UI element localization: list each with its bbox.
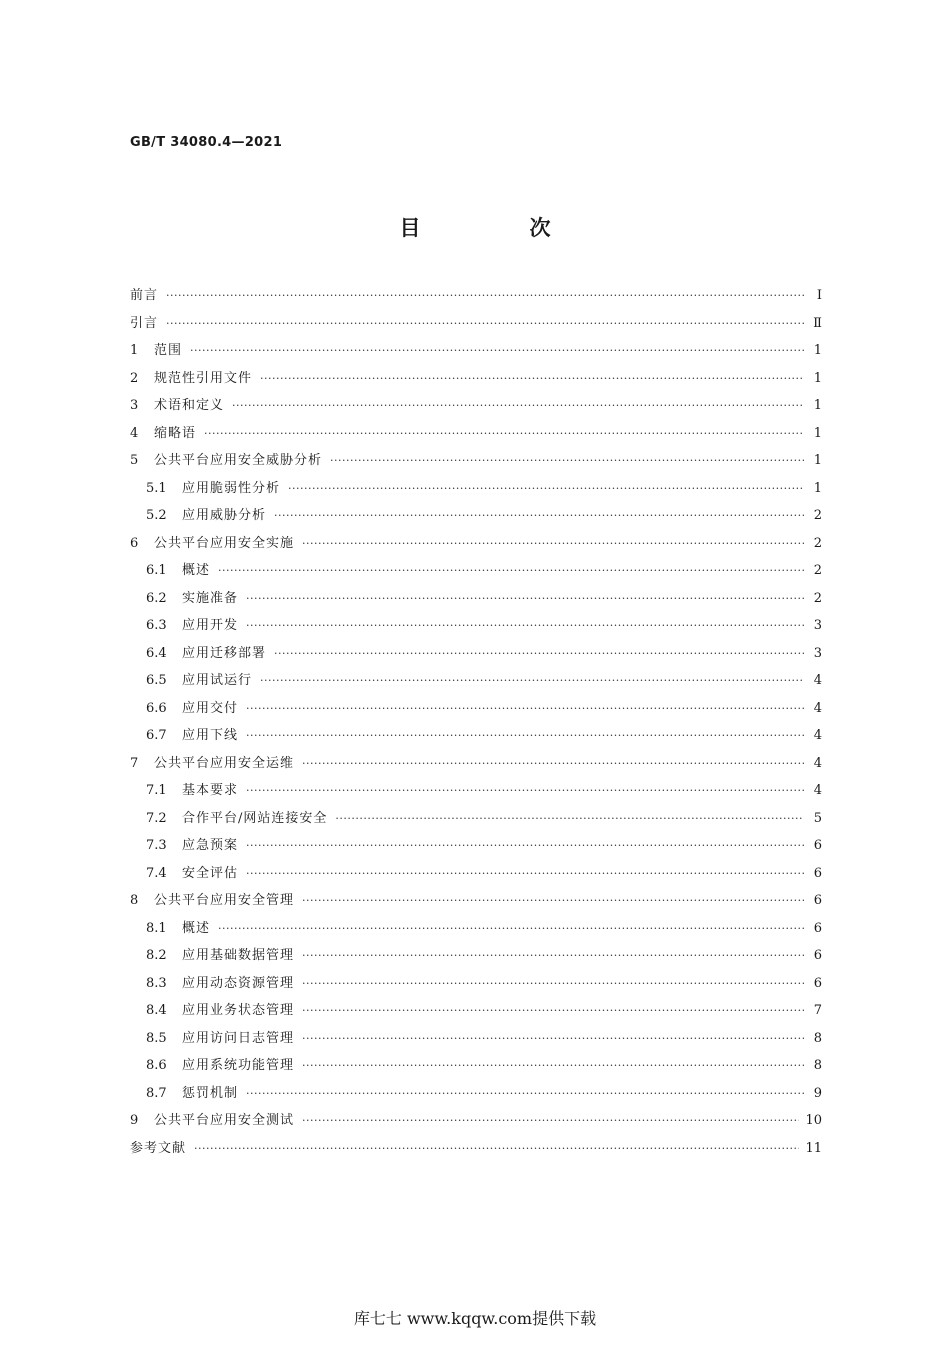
toc-entry[interactable] [130, 997, 822, 1025]
toc-entry-number: 7.3 [146, 838, 167, 853]
toc-entry-page: 6 [813, 865, 822, 881]
toc-dot-leader [246, 832, 804, 860]
toc-entry[interactable] [130, 805, 822, 833]
toc-dot-leader [302, 1025, 804, 1053]
toc-dot-leader [330, 447, 804, 475]
toc-entry[interactable] [130, 915, 822, 943]
toc-entry-page: 7 [813, 1003, 822, 1018]
toc-entry[interactable] [130, 1052, 822, 1080]
toc-entry-page: 9 [813, 1085, 822, 1101]
toc-entry-page: 3 [813, 618, 822, 633]
toc-dot-leader [232, 392, 804, 420]
toc-entry-number: 6.3 [146, 618, 167, 633]
toc-entry[interactable] [130, 667, 822, 695]
toc-entry[interactable] [130, 832, 822, 860]
toc-entry-label: 公共平台应用安全威胁分析 [154, 453, 323, 468]
toc-entry-label: 应用下线 [182, 728, 239, 743]
toc-entry-number: 6.6 [146, 700, 167, 716]
toc-entry-label: 惩罚机制 [182, 1085, 239, 1101]
toc-entry-number: 6.1 [146, 563, 167, 578]
toc-entry-label: 应用访问日志管理 [182, 1030, 295, 1046]
toc-entry-number: 9 [130, 1113, 139, 1128]
toc-entry[interactable] [130, 447, 822, 475]
page-title: 目 次 [399, 216, 595, 240]
toc-entry-number: 6.7 [146, 728, 167, 743]
toc-entry-page: 10 [805, 1113, 822, 1128]
toc-entry-label: 合作平台/网站连接安全 [182, 810, 328, 826]
toc-dot-leader [274, 502, 804, 530]
toc-entry-page: 6 [813, 975, 822, 991]
toc-entry[interactable] [130, 282, 822, 310]
toc-dot-leader [204, 420, 804, 448]
toc-entry-label: 基本要求 [182, 783, 239, 798]
toc-entry-number: 6.4 [146, 645, 167, 661]
toc-entry-number: 6 [130, 535, 139, 551]
toc-entry[interactable] [130, 420, 822, 448]
toc-dot-leader [246, 585, 804, 613]
toc-dot-leader [246, 777, 804, 805]
toc-dot-leader [335, 805, 804, 833]
toc-entry-page: 8 [813, 1058, 822, 1073]
toc-entry[interactable] [130, 337, 822, 365]
toc-entry-number: 5.2 [146, 508, 167, 523]
toc-entry-number: 3 [130, 398, 139, 413]
toc-entry-number: 5.1 [146, 480, 167, 496]
toc-dot-leader [218, 557, 804, 585]
toc-entry-page: 4 [813, 700, 822, 716]
toc-entry[interactable] [130, 640, 822, 668]
toc-entry-label: 应用威胁分析 [182, 508, 267, 523]
toc-entry-number: 8.5 [146, 1030, 167, 1046]
toc-entry-label: 应用迁移部署 [182, 645, 267, 661]
toc-entry[interactable] [130, 585, 822, 613]
toc-entry-page: 1 [813, 425, 822, 441]
toc-dot-leader [166, 310, 804, 338]
toc-entry-number: 2 [130, 370, 139, 386]
toc-entry-number: 5 [130, 453, 139, 468]
toc-entry-label: 应用脆弱性分析 [182, 480, 281, 496]
toc-entry[interactable] [130, 777, 822, 805]
toc-entry-label: 应用动态资源管理 [182, 975, 295, 991]
toc-entry-label: 应用业务状态管理 [182, 1003, 295, 1018]
toc-entry[interactable] [130, 695, 822, 723]
toc-entry[interactable] [130, 475, 822, 503]
toc-entry-label: 概述 [182, 920, 211, 936]
toc-dot-leader [302, 942, 804, 970]
toc-entry-label: 缩略语 [154, 425, 197, 441]
toc-entry[interactable] [130, 722, 822, 750]
toc-entry-page: 4 [813, 673, 822, 688]
toc-entry[interactable] [130, 887, 822, 915]
toc-dot-leader [246, 1080, 804, 1108]
toc-dot-leader [302, 970, 804, 998]
toc-entry-label: 前言 [130, 288, 159, 303]
toc-entry-page: 1 [813, 370, 822, 386]
toc-entry-page: 1 [813, 398, 822, 413]
toc-entry-page: 3 [813, 645, 822, 661]
toc-entry[interactable] [130, 1135, 822, 1163]
toc-entry-page: 2 [813, 590, 822, 606]
toc-entry-number: 8.3 [146, 975, 167, 991]
toc-entry[interactable] [130, 392, 822, 420]
toc-entry-number: 8.2 [146, 948, 167, 963]
toc-dot-leader [302, 750, 804, 778]
toc-entry-label: 引言 [130, 315, 159, 331]
toc-entry[interactable] [130, 1025, 822, 1053]
toc-entry-label: 范围 [154, 343, 183, 358]
toc-entry-page: 2 [813, 508, 822, 523]
toc-entry-number: 1 [130, 343, 139, 358]
toc-entry[interactable] [130, 942, 822, 970]
toc-entry-page: 1 [813, 453, 822, 468]
toc-entry[interactable] [130, 1080, 822, 1108]
toc-entry-page: 1 [813, 480, 822, 496]
toc-entry-page: 5 [813, 810, 822, 826]
toc-dot-leader [166, 282, 804, 310]
toc-dot-leader [218, 915, 804, 943]
toc-dot-leader [246, 695, 804, 723]
toc-entry-page: 8 [813, 1030, 822, 1046]
toc-entry-page: 1 [813, 343, 822, 358]
toc-entry-label: 公共平台应用安全测试 [154, 1113, 295, 1128]
toc-entry-label: 安全评估 [182, 865, 239, 881]
toc-dot-leader [302, 1107, 799, 1135]
toc-dot-leader [260, 365, 804, 393]
toc-entry-page: 4 [813, 728, 822, 743]
toc-dot-leader [302, 530, 804, 558]
toc-entry-label: 规范性引用文件 [154, 370, 253, 386]
toc-entry-number: 8.6 [146, 1058, 167, 1073]
toc-entry-page: 2 [813, 535, 822, 551]
toc-entry-page: 6 [813, 920, 822, 936]
toc-entry-label: 应用试运行 [182, 673, 253, 688]
toc-entry-page: 4 [813, 755, 822, 771]
toc-entry-label: 公共平台应用安全管理 [154, 893, 295, 908]
toc-entry-page: 6 [813, 838, 822, 853]
toc-entry[interactable] [130, 612, 822, 640]
toc-entry-number: 6.5 [146, 673, 167, 688]
toc-dot-leader [260, 667, 804, 695]
toc-entry-number: 6.2 [146, 590, 167, 606]
toc-entry-label: 参考文献 [130, 1140, 187, 1156]
toc-entry-page: 11 [805, 1140, 822, 1156]
toc-dot-leader [246, 860, 804, 888]
toc-entry[interactable] [130, 365, 822, 393]
toc-entry[interactable] [130, 1107, 822, 1135]
toc-dot-leader [246, 722, 804, 750]
table-of-contents [130, 282, 822, 1162]
toc-entry-number: 8.4 [146, 1003, 167, 1018]
toc-entry-label: 应急预案 [182, 838, 239, 853]
toc-entry-number: 8.7 [146, 1085, 167, 1101]
toc-entry[interactable] [130, 750, 822, 778]
toc-entry-number: 7.4 [146, 865, 167, 881]
toc-dot-leader [246, 612, 804, 640]
toc-entry-label: 实施准备 [182, 590, 239, 606]
toc-entry-page: 2 [813, 563, 822, 578]
toc-dot-leader [274, 640, 804, 668]
toc-dot-leader [302, 997, 804, 1025]
toc-entry-number: 7 [130, 755, 139, 771]
toc-entry-number: 8 [130, 893, 139, 908]
toc-entry-number: 7.2 [146, 810, 167, 826]
toc-entry-label: 应用交付 [182, 700, 239, 716]
toc-entry-page: Ⅰ [816, 288, 822, 303]
toc-entry-number: 4 [130, 425, 139, 441]
toc-entry[interactable] [130, 860, 822, 888]
toc-entry-page: 6 [813, 948, 822, 963]
toc-dot-leader [302, 887, 804, 915]
toc-entry[interactable] [130, 502, 822, 530]
toc-entry-number: 7.1 [146, 783, 167, 798]
toc-entry[interactable] [130, 557, 822, 585]
download-source-footer: 库七七 www.kqqw.com提供下载 [353, 1309, 597, 1328]
toc-entry[interactable] [130, 530, 822, 558]
standard-code: GB/T 34080.4—2021 [130, 135, 283, 150]
toc-entry-label: 公共平台应用安全运维 [154, 755, 295, 771]
toc-dot-leader [194, 1135, 799, 1163]
toc-dot-leader [302, 1052, 804, 1080]
toc-dot-leader [288, 475, 804, 503]
toc-entry-label: 应用基础数据管理 [182, 948, 295, 963]
toc-entry-label: 术语和定义 [154, 398, 225, 413]
toc-entry-page: 6 [813, 893, 822, 908]
toc-entry-page: 4 [813, 783, 822, 798]
toc-entry-label: 应用系统功能管理 [182, 1058, 295, 1073]
toc-entry-label: 概述 [182, 563, 211, 578]
toc-dot-leader [190, 337, 804, 365]
toc-entry-page: Ⅱ [813, 315, 822, 331]
toc-entry-label: 应用开发 [182, 618, 239, 633]
toc-entry-number: 8.1 [146, 920, 167, 936]
toc-entry[interactable] [130, 970, 822, 998]
toc-entry[interactable] [130, 310, 822, 338]
toc-entry-label: 公共平台应用安全实施 [154, 535, 295, 551]
